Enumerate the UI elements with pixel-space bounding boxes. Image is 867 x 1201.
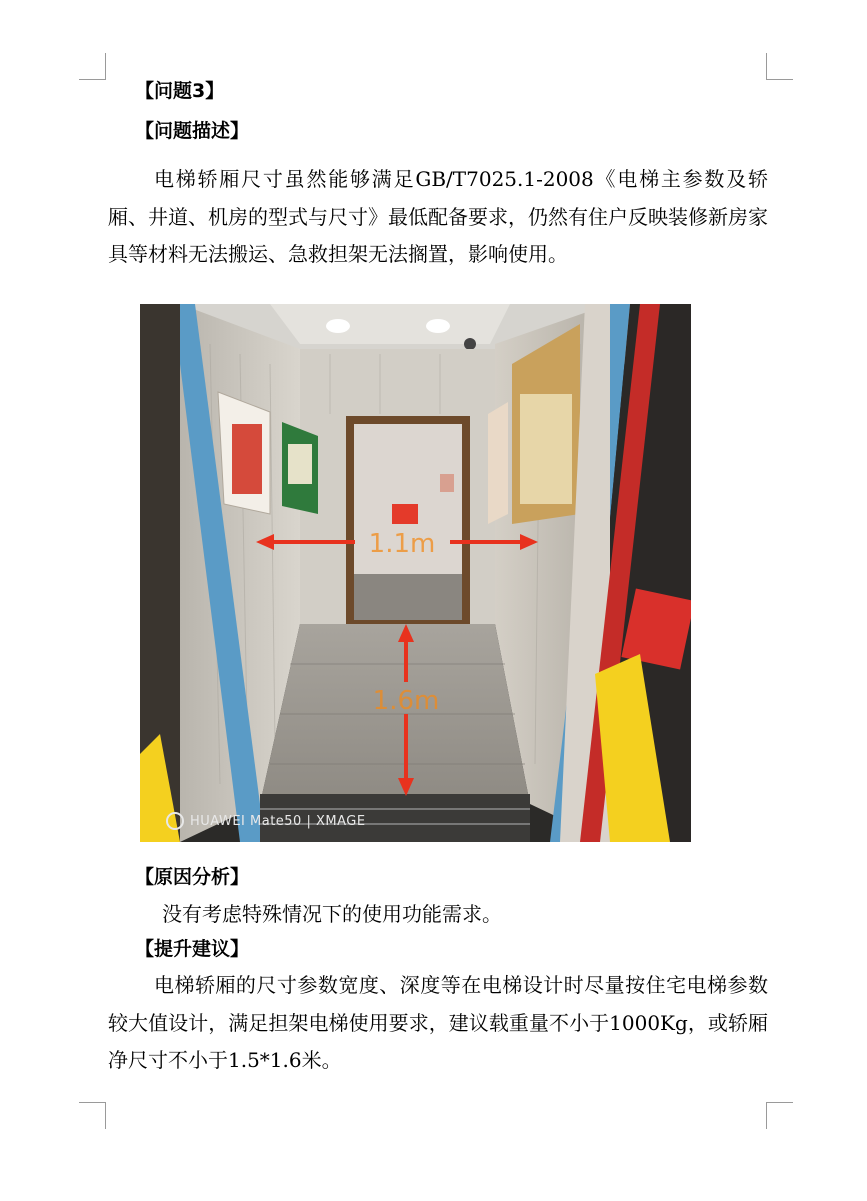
crop-mark-top-left — [79, 53, 106, 80]
camera-watermark — [166, 812, 366, 830]
description-heading: 【问题描述】 — [135, 120, 250, 142]
cause-paragraph: 没有考虑特殊情况下的使用功能需求。 — [162, 902, 502, 926]
cause-heading: 【原因分析】 — [135, 866, 250, 888]
problem-heading: 【问题3】 — [135, 80, 225, 102]
elevator-car-photo — [140, 304, 691, 842]
camera-logo-icon — [166, 812, 184, 830]
suggestion-paragraph: 电梯轿厢的尺寸参数宽度、深度等在电梯设计时尽量按住宅电梯参数较大值设计，满足担架电梯使用要求，建议载重量不小于1000Kg，或轿厢净尺寸不小于1.5*1.6米。 — [108, 973, 768, 1072]
elevator-photo-illustration — [140, 304, 691, 842]
width-measurement-label: 1.1m — [368, 529, 436, 559]
crop-mark-top-right — [766, 53, 793, 80]
description-paragraph: 电梯轿厢尺寸虽然能够满足GB/T7025.1-2008《电梯主参数及轿厢、井道、机房的型式与尺寸》最低配备要求，仍然有住户反映装修新房家具等材料无法搬运、急救担架无法搁置，影响使用。 — [108, 167, 768, 266]
crop-mark-bottom-left — [79, 1102, 106, 1129]
crop-mark-bottom-right — [766, 1102, 793, 1129]
camera-watermark-text: HUAWEI Mate50 | XMAGE — [190, 813, 366, 829]
depth-measurement-label: 1.6m — [372, 686, 440, 716]
suggestion-heading: 【提升建议】 — [135, 938, 250, 960]
